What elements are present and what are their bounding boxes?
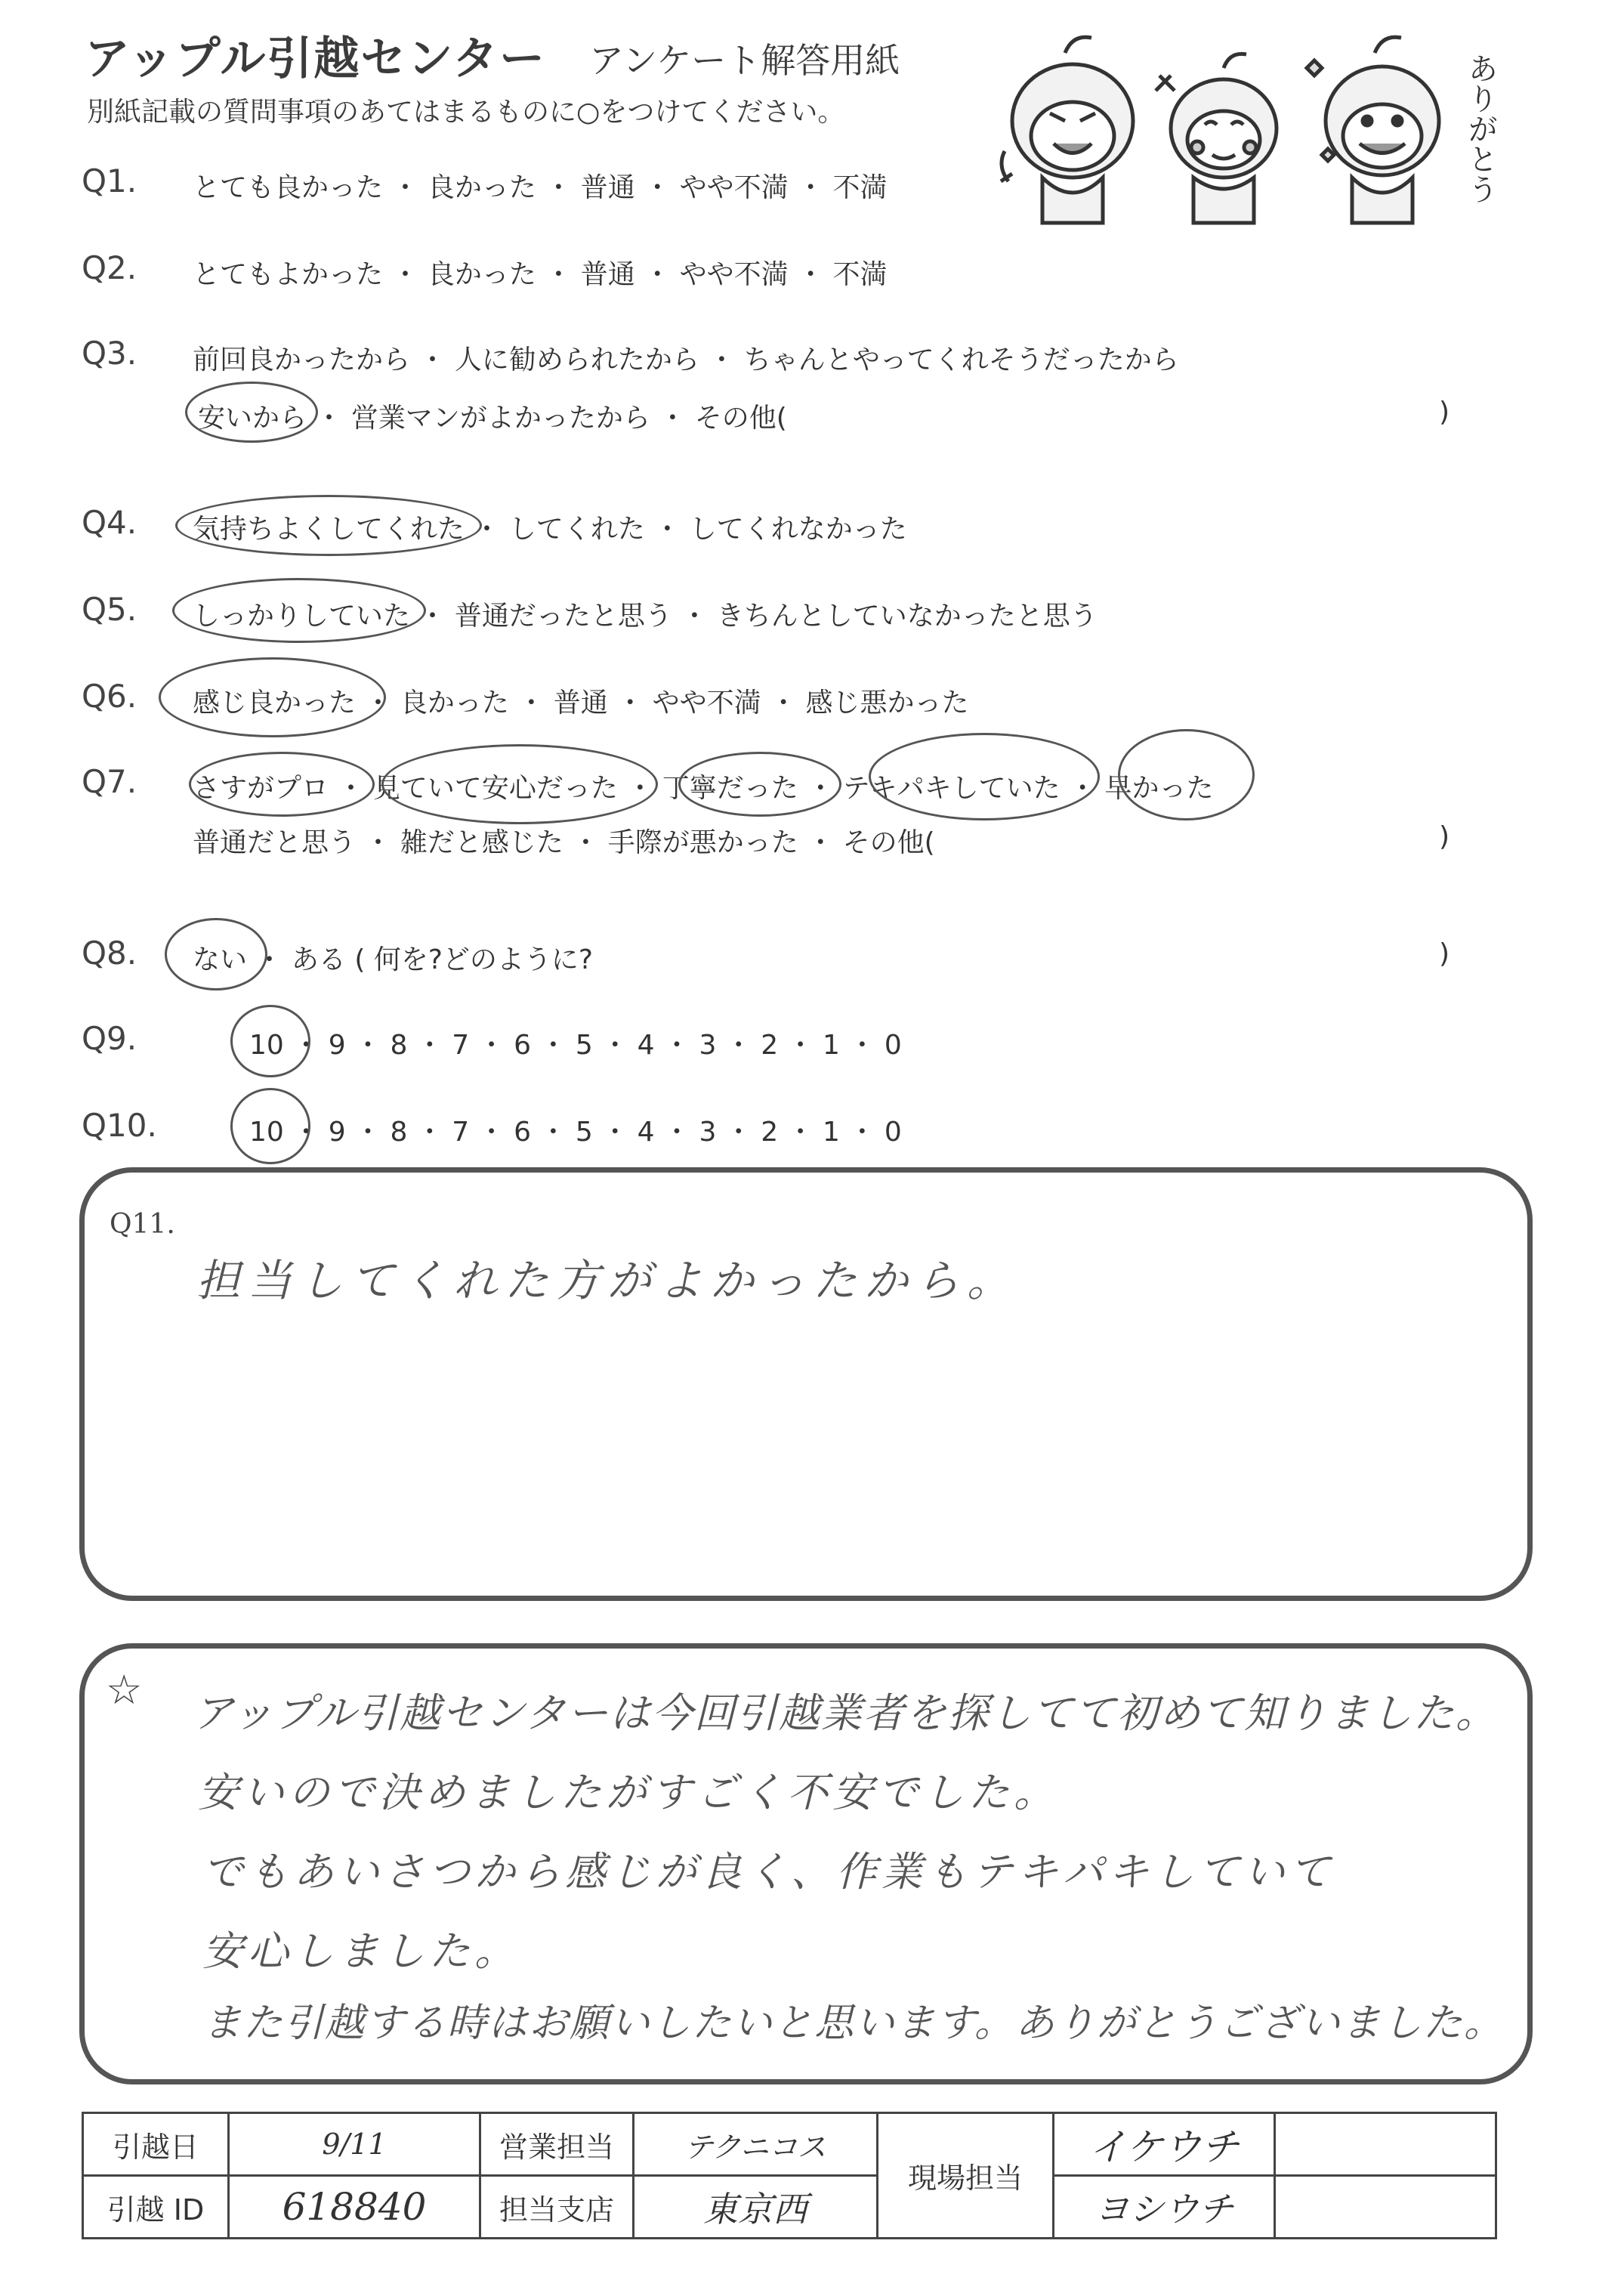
q3-options-line1: 前回良かったから ・ 人に勧められたから ・ ちゃんとやってくれそうだったから [193, 345, 1179, 375]
q3-label: Q3. [82, 335, 137, 372]
monkey-middle-icon [1156, 54, 1277, 223]
page-title: アップル引越センター [85, 32, 546, 85]
q5-options: しっかりしていた ・ 普通だったと思う ・ きちんとしていなかったと思う [193, 601, 1098, 632]
q7-answer-circle-3 [678, 752, 841, 817]
comment-line-2: 安いので決めましたがすごく不安でした。 [198, 1769, 1059, 1816]
q7-close-paren: ) [1439, 821, 1450, 852]
q9-answer-circle [230, 1005, 310, 1077]
q8-close-paren: ) [1439, 938, 1450, 969]
branch-label: 担当支店 [480, 2176, 634, 2239]
move-date-label: 引越日 [83, 2113, 229, 2176]
site-value-2: ヨシウチ [1054, 2176, 1275, 2239]
q10-answer-circle [230, 1088, 310, 1164]
q8-options: ない ・ ある ( 何を?どのように? [193, 944, 594, 975]
q5-label: Q5. [82, 591, 137, 628]
q7-options-line2: 普通だと思う ・ 雑だと感じた ・ 手際が悪かった ・ その他( [193, 827, 935, 858]
site-label: 現場担当 [878, 2113, 1054, 2239]
q4-label: Q4. [82, 504, 137, 541]
q4-options: 気持ちよくしてくれた ・ してくれた ・ してくれなかった [193, 514, 907, 545]
q11-answer-box [79, 1167, 1533, 1601]
q10-label: Q10. [82, 1107, 157, 1144]
page-subtitle: アンケート解答用紙 [589, 40, 900, 81]
star-icon: ☆ [106, 1666, 143, 1714]
monkey-right-icon [1307, 37, 1439, 223]
sales-label: 営業担当 [480, 2113, 634, 2176]
monkey-left-icon [1001, 37, 1133, 223]
q3-options-line2: 安いから ・ 営業マンがよかったから ・ その他( [198, 403, 787, 434]
site-value-1: イケウチ [1054, 2113, 1275, 2176]
q2-options: とてもよかった ・ 良かった ・ 普通 ・ やや不満 ・ 不満 [193, 259, 888, 290]
mascot-thanks-text: ありがとう [1463, 53, 1498, 204]
q3-answer-circle [185, 382, 318, 443]
q8-answer-circle [165, 918, 267, 990]
q4-answer-circle [175, 495, 482, 556]
q6-label: Q6. [82, 678, 137, 715]
q10-scale: 10 ・ 9 ・ 8 ・ 7 ・ 6 ・ 5 ・ 4 ・ 3 ・ 2 ・ 1 ・ 0 [249, 1117, 902, 1148]
branch-value: 東京西 [634, 2176, 878, 2239]
q11-label: Q11. [110, 1209, 175, 1240]
q7-label: Q7. [82, 763, 137, 800]
q7-answer-circle-5 [1118, 729, 1255, 820]
q7-options-line1: さすがプロ ・ 見ていて安心だった ・ 丁寧だった ・ テキパキしていた ・ 早かった [193, 773, 1214, 804]
q2-label: Q2. [82, 249, 137, 286]
empty-cell-1 [1275, 2113, 1496, 2176]
q7-answer-circle-1 [189, 752, 375, 817]
move-id-value: 618840 [229, 2176, 480, 2239]
comment-line-1: アップル引越センターは今回引越業者を探してて初めて知りました。 [193, 1689, 1498, 1737]
q6-answer-circle [159, 657, 386, 737]
comment-line-4: 安心しました。 [202, 1927, 520, 1975]
q6-options: 感じ良かった ・ 良かった ・ 普通 ・ やや不満 ・ 感じ悪かった [193, 688, 969, 718]
info-table [82, 2112, 1497, 2239]
q1-options: とても良かった ・ 良かった ・ 普通 ・ やや不満 ・ 不満 [193, 172, 888, 203]
q5-answer-circle [172, 578, 426, 643]
q3-close-paren: ) [1439, 397, 1450, 428]
q7-answer-circle-2 [381, 744, 658, 824]
q8-label: Q8. [82, 935, 137, 972]
q7-answer-circle-4 [869, 733, 1100, 820]
q9-scale: 10 ・ 9 ・ 8 ・ 7 ・ 6 ・ 5 ・ 4 ・ 3 ・ 2 ・ 1 ・ 0 [249, 1030, 902, 1061]
empty-cell-2 [1275, 2176, 1496, 2239]
monkey-mascot-illustration [997, 23, 1511, 242]
q9-label: Q9. [82, 1020, 137, 1057]
comment-line-3: でもあいさつから感じが良く、作業もテキパキしていて [202, 1848, 1335, 1896]
sales-value: テクニコス [634, 2113, 878, 2176]
comment-line-5: また引越する時はお願いしたいと思います。ありがとうございました。 [202, 2001, 1505, 2046]
move-date-value: 9/11 [229, 2113, 480, 2176]
q1-label: Q1. [82, 162, 137, 199]
move-id-label: 引越 ID [83, 2176, 229, 2239]
q11-answer-text: 担当してくれた方がよかったから。 [196, 1255, 1019, 1306]
instruction-text: 別紙記載の質問事項のあてはまるものに○をつけてください。 [87, 97, 845, 128]
